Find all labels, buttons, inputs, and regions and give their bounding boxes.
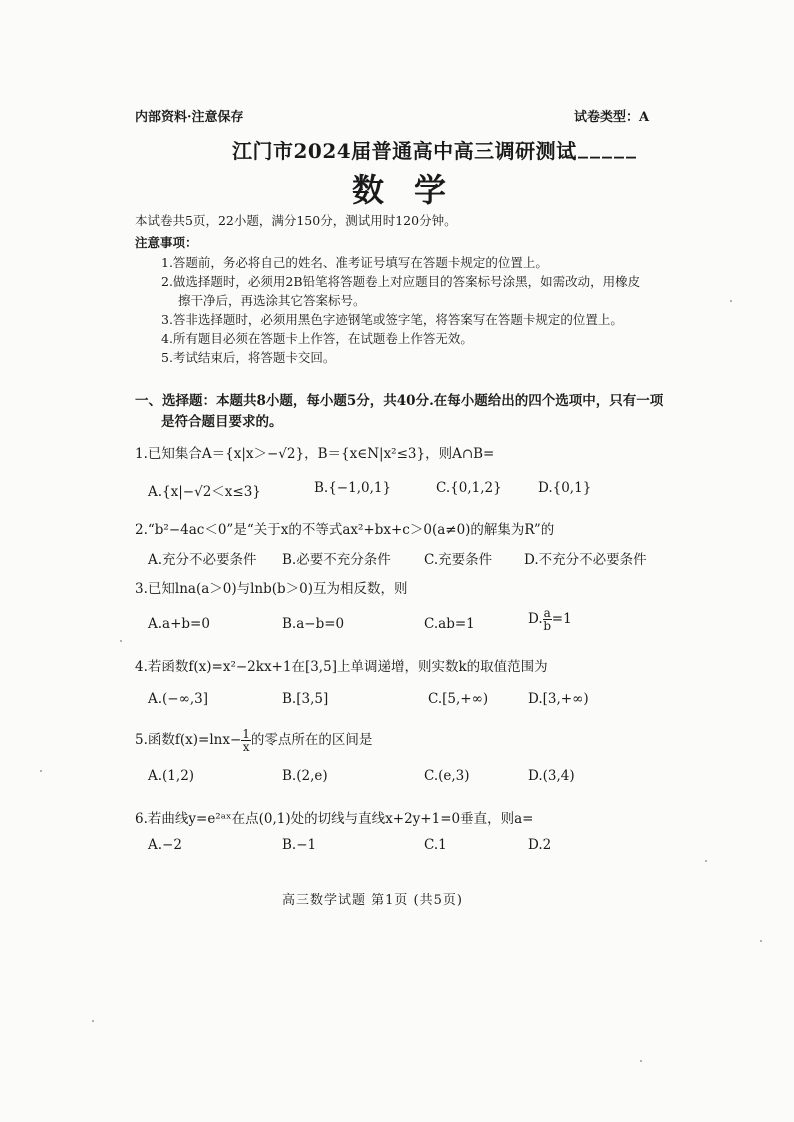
- q2-option-c: C.充要条件: [424, 552, 493, 568]
- scan-speck: [640, 1060, 642, 1062]
- scan-speck: [760, 940, 762, 942]
- q4-option-a: A.(−∞,3]: [148, 691, 209, 707]
- section-heading: 一、选择题：本题共8小题，每小题5分，共40分.在每小题给出的四个选项中，只有一项: [135, 393, 664, 409]
- q1-option-d: D.{0,1}: [538, 480, 592, 496]
- fraction-numerator: 1: [242, 727, 250, 741]
- q3-option-b: B.a−b=0: [282, 616, 345, 632]
- note-item: 擦干净后，再选涂其它答案标号。: [178, 293, 366, 308]
- q4-option-b: B.[3,5]: [282, 691, 329, 707]
- question-5-stem: [135, 728, 372, 753]
- intro-text: 本试卷共5页，22小题，满分150分，测试用时120分钟。: [135, 213, 457, 228]
- fraction-numerator: a: [543, 606, 551, 620]
- scan-speck: [92, 1020, 94, 1022]
- note-item: 4.所有题目必须在答题卡上作答，在试题卷上作答无效。: [161, 331, 473, 346]
- q4-option-c: C.[5,+∞): [428, 691, 489, 707]
- q5-stem-tail: 的零点所在的区间是: [250, 732, 373, 748]
- note-item: 3.答非选择题时，必须用黑色字迹钢笔或签字笔，将答案写在答题卡规定的位置上。: [161, 312, 623, 327]
- title-blank: ______: [566, 135, 638, 159]
- question-1-stem: 1.已知集合A＝{x|x＞−√2}，B＝{x∈N|x²≤3}，则A∩B=: [135, 446, 495, 462]
- q3-option-c: C.ab=1: [424, 616, 475, 632]
- scan-speck: [705, 860, 707, 862]
- question-3-stem: 3.已知lna(a＞0)与lnb(b＞0)互为相反数，则: [135, 581, 408, 597]
- note-item: 5.考试结束后，将答题卡交回。: [161, 350, 336, 365]
- q5-option-d: D.(3,4): [528, 768, 575, 784]
- fraction-denominator: x: [242, 740, 250, 754]
- q3-option-d-tail: =1: [551, 611, 572, 627]
- q3-option-d: [528, 607, 572, 632]
- subject-heading: 数学: [352, 171, 477, 209]
- scan-speck: [120, 640, 122, 642]
- q4-option-d: D.[3,+∞): [528, 691, 589, 707]
- q6-option-b: B.−1: [282, 837, 317, 853]
- confidential-tag: 内部资料·注意保存: [135, 110, 244, 125]
- question-2-stem: 2.“b²−4ac＜0”是“关于x的不等式ax²+bx+c＞0(a≠0)的解集为R”的: [135, 522, 555, 538]
- note-item: 1.答题前，务必将自己的姓名、准考证号填写在答题卡规定的位置上。: [161, 255, 548, 270]
- q1-option-a: A.{x|−√2＜x≤3}: [148, 484, 261, 500]
- exam-title: 江门市2024届普通高中高三调研测试: [232, 139, 577, 163]
- q2-option-d: D.不充分不必要条件: [524, 552, 647, 568]
- page-footer: 高三数学试题 第1页 (共5页): [282, 893, 463, 908]
- q6-option-c: C.1: [424, 837, 447, 853]
- q2-option-b: B.必要不充分条件: [282, 552, 391, 568]
- q1-option-b: B.{−1,0,1}: [314, 480, 392, 496]
- q5-option-a: A.(1,2): [148, 768, 195, 784]
- q5-option-c: C.(e,3): [424, 768, 470, 784]
- paper-type-tag: 试卷类型：A: [574, 110, 650, 125]
- section-heading-cont: 是符合题目要求的。: [161, 414, 283, 430]
- scan-speck: [730, 300, 732, 302]
- scan-speck: [40, 770, 42, 772]
- question-4-stem: 4.若函数f(x)=x²−2kx+1在[3,5]上单调递增，则实数k的取值范围为: [135, 659, 548, 675]
- q5-option-b: B.(2,e): [282, 768, 328, 784]
- q6-option-a: A.−2: [148, 837, 182, 853]
- q3-option-d-fraction: [543, 607, 552, 632]
- q6-option-d: D.2: [528, 837, 552, 853]
- q5-stem-head: 5.函数f(x)=lnx−: [135, 732, 242, 748]
- note-item: 2.做选择题时，必须用2B铅笔将答题卷上对应题目的答案标号涂黑，如需改动，用橡皮: [161, 274, 641, 289]
- question-6-stem: 6.若曲线y=e²ᵃˣ在点(0,1)处的切线与直线x+2y+1=0垂直，则a=: [135, 811, 534, 827]
- q3-option-a: A.a+b=0: [148, 616, 210, 632]
- q3-option-d-label: D.: [528, 611, 543, 627]
- q5-fraction: [241, 728, 251, 753]
- q1-option-c: C.{0,1,2}: [436, 480, 502, 496]
- q2-option-a: A.充分不必要条件: [148, 552, 257, 568]
- fraction-denominator: b: [543, 619, 552, 633]
- notes-title: 注意事项：: [135, 235, 198, 250]
